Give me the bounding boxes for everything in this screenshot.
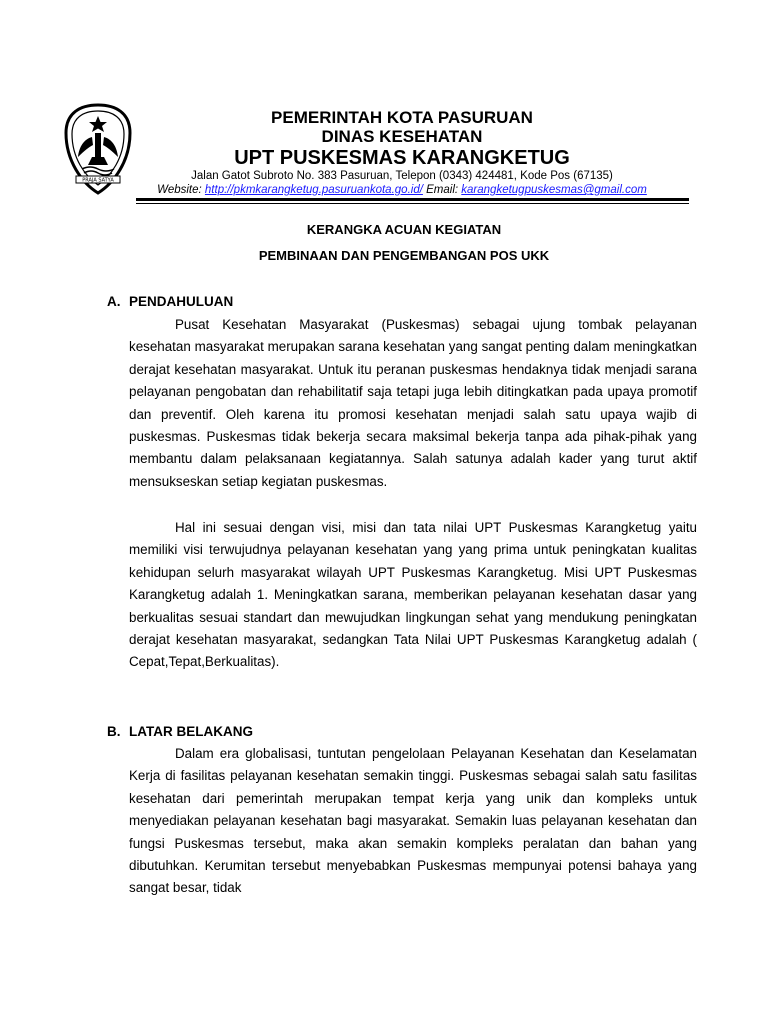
section-b-paragraph-1: Dalam era globalisasi, tuntutan pengelolaan Pelayanan Kesehatan dan Keselamatan Kerja di fasilitas pelayanan kesehatan semakin tinggi. Puskesmas sebagai salah satu fasilitas kesehatan dari pemerintah merupakan tempat kerja yang unik dan kompleks untuk menyediakan pelayanan kesehatan bagi masyarakat. Semakin luas pelayanan kesehatan dan fungsi Puskesmas tersebut, maka akan semakin kompleks peralatan dan bahan yang dibutuhkan. Kerumitan tersebut menyebabkan Puskesmas mempunyai potensi bahaya yang sangat besar, tidak xyxy=(129,746,697,896)
section-b-letter: B. xyxy=(107,724,121,739)
section-b-heading xyxy=(107,724,253,739)
website-link[interactable]: http://pkmkarangketug.pasuruankota.go.id/ xyxy=(204,184,423,196)
email-label: Email: xyxy=(426,184,459,196)
government-name: PEMERINTAH KOTA PASURUAN xyxy=(271,108,533,127)
section-b-title: LATAR BELAKANG xyxy=(129,724,253,739)
section-a-paragraph-1: Pusat Kesehatan Masyarakat (Puskesmas) sebagai ujung tombak pelayanan kesehatan masyarakat merupakan sarana kesehatan yang sangat penting dalam meningkatkan derajat kesehatan masyarakat. Untuk itu peranan puskesmas hendaknya tidak menjadi sarana pelayanan pengobatan dan rehabilitatif saja tetapi juga lebih ditingkatkan pada upaya promotif dan preventif. Oleh karena itu promosi kesehatan menjadi salah satu upaya wajib di puskesmas. Puskesmas tidak bekerja secara maksimal bekerja tanpa ada pihak-pihak yang membantu dalam pelaksanaan kegiatannya. Salah satunya adalah kader yang turut aktif mensukseskan setiap kegiatan puskesmas. xyxy=(129,317,697,489)
letterhead-divider-thick xyxy=(136,198,689,201)
document-subtitle: PEMBINAAN DAN PENGEMBANGAN POS UKK xyxy=(258,248,550,263)
address-line: Jalan Gatot Subroto No. 383 Pasuruan, Telepon (0343) 424481, Kode Pos (67135) xyxy=(191,170,613,182)
website-label: Website: xyxy=(157,184,202,196)
department-name: DINAS KESEHATAN xyxy=(321,127,483,146)
section-a-title: PENDAHULUAN xyxy=(129,294,234,309)
section-a-letter: A. xyxy=(107,294,121,309)
section-a-heading xyxy=(107,294,233,309)
email-link[interactable]: karangketugpuskesmas@gmail.com xyxy=(461,184,647,196)
letterhead-divider-thin xyxy=(136,203,689,204)
document-title: KERANGKA ACUAN KEGIATAN xyxy=(306,222,502,237)
section-a-paragraph-2: Hal ini sesuai dengan visi, misi dan tata nilai UPT Puskesmas Karangketug yaitu memiliki visi terwujudnya pelayanan kesehatan yang yang prima untuk peningkatan kualitas kehidupan selurh masyarakat wilayah UPT Puskesmas Karangketug. Misi UPT Puskesmas Karangketug adalah 1. Meningkatkan sarana, memberikan pelayanan kesehatan dasar yang berkualitas sesuai standart dan mewujudkan lingkungan sehat yang mendukung peningkatan derajat kesehatan masyarakat, sedangkan Tata Nilai UPT Puskesmas Karangketug adalah ( Cepat,Tepat,Berkualitas). xyxy=(129,520,697,670)
contact-line xyxy=(0,184,768,196)
institution-name: UPT PUSKESMAS KARANGKETUG xyxy=(234,147,570,169)
svg-text:PRAJA SATYA: PRAJA SATYA xyxy=(82,177,114,184)
